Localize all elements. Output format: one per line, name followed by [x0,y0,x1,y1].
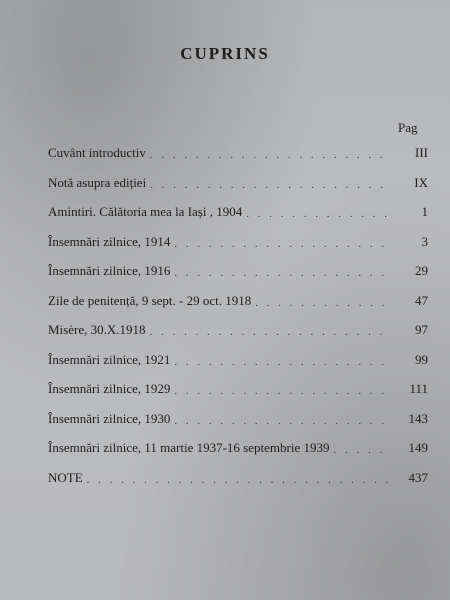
toc-entry [48,381,428,411]
dot-leader [174,381,392,399]
toc-entry-page: 3 [421,233,428,249]
toc-entry-title: Notă asupra ediției [48,174,147,190]
toc-entry [48,470,428,500]
dot-leader [87,470,392,488]
dot-leader [150,322,393,340]
toc-entry-page: 29 [415,263,428,278]
toc-entry-page: 437 [408,469,428,485]
toc-entry-page: III [415,145,428,160]
page-column-label: Pag [398,120,418,135]
dot-leader [246,204,392,222]
toc-entry-page: 143 [408,410,428,426]
toc-entry-title: Misère, 30.X.1918 [48,322,146,337]
dot-leader [174,411,392,429]
table-of-contents [48,145,428,499]
toc-entry-page: 1 [421,204,428,219]
toc-entry-page: 47 [415,292,428,308]
toc-entry-title: Însemnări zilnice, 1914 [48,233,171,249]
toc-entry-page: 99 [415,351,428,367]
toc-entry-page: 111 [409,381,428,396]
toc-entry [48,204,428,234]
toc-entry-page: 97 [415,322,428,337]
toc-entry-title: Însemnări zilnice, 1916 [48,263,171,278]
page-title: CUPRINS [180,44,270,63]
dot-leader [174,234,392,252]
dot-leader [150,175,392,193]
dot-leader [150,145,392,163]
toc-entry [48,440,428,470]
toc-entry [48,322,428,352]
toc-entry-title: Însemnări zilnice, 1929 [48,381,171,396]
toc-entry-title: Însemnări zilnice, 1930 [48,410,171,426]
toc-entry-page: 149 [408,440,428,455]
toc-entry [48,411,428,441]
toc-entry-title: Zile de penitență, 9 sept. - 29 oct. 1918 [48,292,252,308]
toc-entry-title: Amintiri. Călătoria mea la Iași , 1904 [48,204,243,219]
toc-entry [48,293,428,323]
toc-entry-title: Cuvânt introductiv [48,145,146,160]
dot-leader [255,293,392,311]
toc-entry-page: IX [414,174,428,190]
toc-entry [48,145,428,175]
toc-entry [48,352,428,382]
toc-entry-title: NOTE [48,469,83,485]
dot-leader [174,352,392,370]
toc-entry [48,234,428,264]
toc-entry [48,175,428,205]
toc-entry [48,263,428,293]
toc-entry-title: Însemnări zilnice, 11 martie 1937-16 septembrie 1939 [48,440,330,455]
toc-entry-title: Însemnări zilnice, 1921 [48,351,171,367]
dot-leader [174,263,392,281]
dot-leader [333,440,392,458]
